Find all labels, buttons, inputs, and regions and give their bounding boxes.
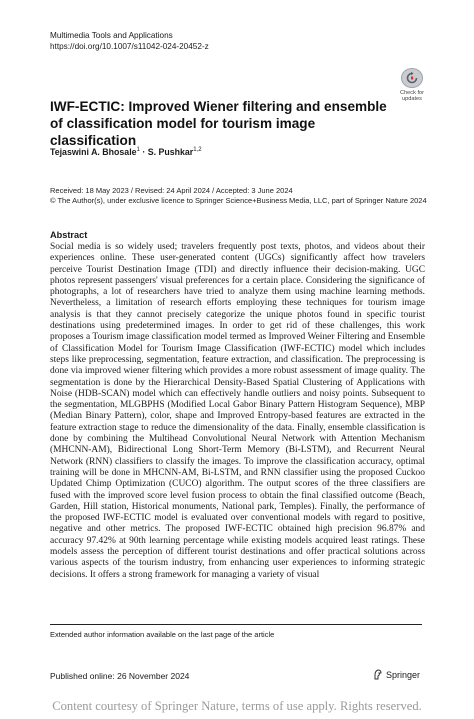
journal-doi-link[interactable]: https://doi.org/10.1007/s11042-024-20452-z [50, 42, 209, 51]
check-for-updates-badge[interactable] [395, 68, 429, 102]
abstract-heading: Abstract [50, 230, 88, 240]
dates-line: Received: 18 May 2023 / Revised: 24 April 2024 / Accepted: 3 June 2024 [50, 186, 293, 195]
copyright-watermark: Content courtesy of Springer Nature, terms of use apply. Rights reserved. [52, 699, 422, 713]
springer-horse-icon [373, 669, 383, 680]
journal-name: Multimedia Tools and Applications [50, 31, 173, 40]
author-name[interactable]: Tejaswini A. Bhosale [50, 147, 137, 157]
article-history [50, 186, 427, 206]
abstract-body: Social media is so widely used; travelers frequently post texts, photos, and videos about their experiences online. These user-generated content (UGCs) significantly affect how travelers perceive Tourist Destination Image (TDI) and directly influence their decision-making. UGC photos represent passengers' visual preferences for a certain place. Considering the significance of photographs, a lot of researchers have tried to analyze them using machine learning methods. Nevertheless, a limitation of research efforts employing these techniques for tourism image analysis is that they cannot precisely categorize the unique photos found in specific tourist destinations using predetermined images. In order to get rid of these challenges, this work proposes a Tourism image classification model termed as Improved Weiner Filtering and Ensemble of Classification Model for Tourism Image Classification (IWF-ECTIC) model which includes steps like preprocessing, segmentation, feature extraction, and classification. The preprocessing is done via improved wiener filtering which provides a more robust assessment of image quality. The segmentation is done by the Hierarchical Density-Based Spatial Clustering of Applications with Noise (HDB-SCAN) model which can effectively handle outliers and noisy points. Subsequent to the segmentation, MLGBPHS (Modified Local Gabor Binary Pattern Histogram Sequence), MBP (Median Binary Pattern), color, shape and Improved Entropy-based features are extracted in the feature extraction stage to reduce the dimensionality of the data. Finally, ensemble classification is done by combining the Multihead Convolutional Neural Network with Attention Mechanism (MHCNN-AM), Bidirectional Long Short-Term Memory (Bi-LSTM), and Recurrent Neural Network (RNN) classifiers to classify the images. To improve the classification accuracy, optimal training will be done in MHCNN-AM, Bi-LSTM, and RNN classifier using the proposed Cuckoo Updated Chimp Optimization (CUCO) algorithm. The output scores of the three classifiers are fused with the improved score level fusion process to obtain the final classified outcome (Beach, Garden, Hill station, Historical monuments, National park, Temples). Finally, the performance of the proposed IWF-ECTIC model is evaluated over conventional models with regard to positive, negative and other metrics. The proposed IWF-ECTIC obtained high precision 96.87% and accuracy 97.42% at 90th learning percentage while existing models acquired least ratings. These models assess the perception of different tourist destinations and offer practical solutions across various aspects of the tourism industry, from enhancing user experiences to informing strategic decisions. It offers a strong framework for managing a variety of visual [50, 242, 425, 580]
journal-header [50, 30, 209, 52]
author-separator: · [139, 147, 148, 157]
springer-logo [373, 669, 420, 680]
author-list [50, 147, 202, 157]
footnote-divider [50, 624, 422, 625]
paper-title: IWF-ECTIC: Improved Wiener filtering and ensemble of classification model for tourism image classification [50, 99, 387, 148]
author-affiliation-mark: 1,2 [193, 147, 202, 154]
author-affiliation-mark: 1 [136, 147, 140, 154]
badge-label: Check for updates [400, 90, 424, 102]
copyright-line: © The Author(s), under exclusive licence to Springer Science+Business Media, LLC, part of Springer Nature 2024 [50, 196, 427, 205]
publisher-name: Springer [386, 669, 421, 680]
author-name[interactable]: S. Pushkar [147, 147, 194, 157]
published-date: Published online: 26 November 2024 [50, 671, 190, 681]
footnote: Extended author information available on the last page of the article [50, 630, 275, 639]
refresh-icon [401, 68, 423, 88]
